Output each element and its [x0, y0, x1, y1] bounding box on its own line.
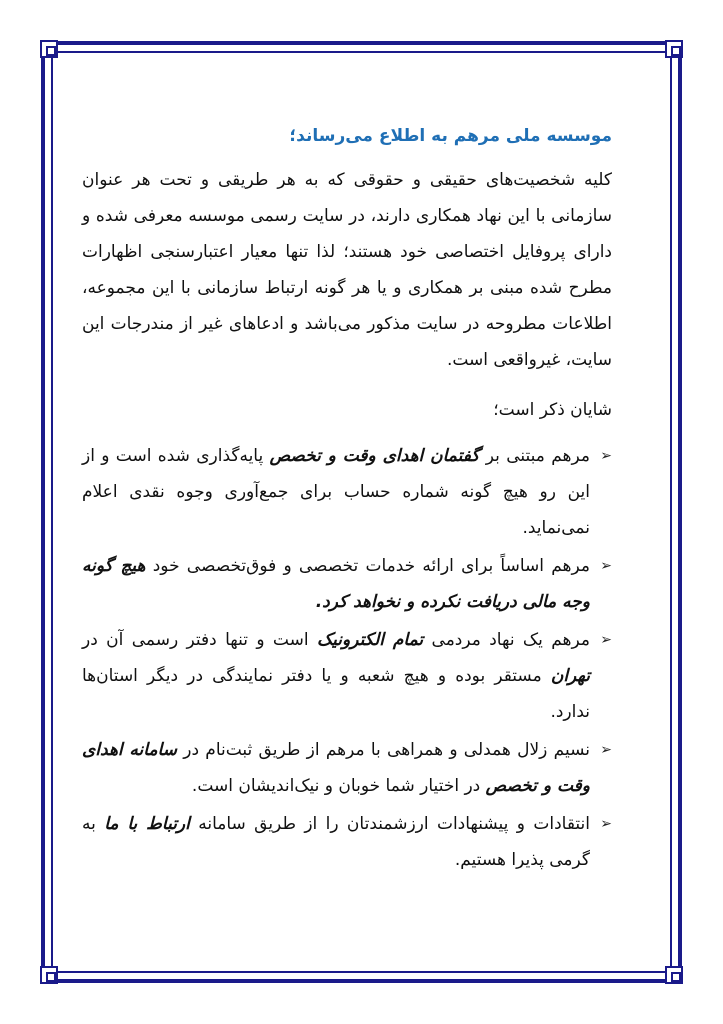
corner-ornament-bottom-right	[665, 966, 683, 984]
intro-paragraph: کلیه شخصیت‌های حقیقی و حقوقی که به هر طریقی و تحت هر عنوان سازمانی با این نهاد همکاری دارند، در سایت رسمی موسسه معرفی شده و دارای پروفایل اختصاصی خود هستند؛ لذا تنها معیار اعتبارسنجی اظهارات مطرح شده مبنی بر همکاری و یا هر گونه ارتباط سازمانی با این مجموعه، اطلاعات مطروحه در سایت مذکور می‌باشد و ادعاهای غیر از مندرجات این سایت، غیرواقعی است.	[82, 170, 612, 370]
bullet-text: مرهم اساساً برای ارائه خدمات تخصصی و فوق‌تخصصی خود	[145, 556, 590, 576]
arrow-bullet-icon: ➢	[600, 816, 612, 832]
bullet-text: در اختیار شما خوبان و نیک‌اندیشان است.	[191, 776, 486, 796]
bullet-text: پایه‌گذاری شده است و از این رو هیچ گونه شماره حساب برای جمع‌آوری وجوه نقدی اعلام نمی‌نماید.	[82, 446, 590, 538]
bullet-emphasis: ارتباط با ما	[104, 814, 190, 834]
bullet-text: مرهم مبتنی بر	[479, 446, 590, 466]
bullet-text: است و تنها دفتر رسمی آن در	[82, 630, 317, 650]
bullet-emphasis: گفتمان اهدای وقت و تخصص	[269, 446, 480, 466]
notice-content	[82, 120, 612, 880]
bullet-emphasis: هیچ گونه وجه مالی دریافت نکرده و نخواهد کرد.	[82, 556, 590, 612]
bullet-text: به گرمی پذیرا هستیم.	[82, 814, 590, 870]
bullet-emphasis: سامانه اهدای وقت و تخصص	[82, 740, 590, 796]
bullet-emphasis: تهران	[550, 666, 590, 686]
notice-heading: موسسه ملی مرهم به اطلاع می‌رساند؛	[289, 126, 612, 146]
arrow-bullet-icon: ➢	[600, 632, 612, 648]
list-item	[82, 438, 612, 546]
arrow-bullet-icon: ➢	[600, 448, 612, 464]
corner-ornament-top-right	[665, 40, 683, 58]
notice-bullet-list	[82, 438, 612, 878]
note-label: شایان ذکر است؛	[493, 400, 612, 420]
list-item	[82, 732, 612, 804]
arrow-bullet-icon: ➢	[600, 742, 612, 758]
list-item	[82, 622, 612, 730]
bullet-text: مستقر بوده و هیچ شعبه و یا دفتر نمایندگی در دیگر استان‌ها ندارد.	[82, 666, 590, 722]
corner-ornament-top-left	[40, 40, 58, 58]
list-item	[82, 548, 612, 620]
bullet-text: نسیم زلال همدلی و همراهی با مرهم از طریق ثبت‌نام در	[176, 740, 590, 760]
corner-ornament-bottom-left	[40, 966, 58, 984]
bullet-text: مرهم یک نهاد مردمی	[423, 630, 590, 650]
bullet-emphasis: تمام الکترونیک	[316, 630, 424, 650]
arrow-bullet-icon: ➢	[600, 558, 612, 574]
list-item	[82, 806, 612, 878]
bullet-text: انتقادات و پیشنهادات ارزشمندتان را از طریق سامانه	[189, 814, 591, 834]
